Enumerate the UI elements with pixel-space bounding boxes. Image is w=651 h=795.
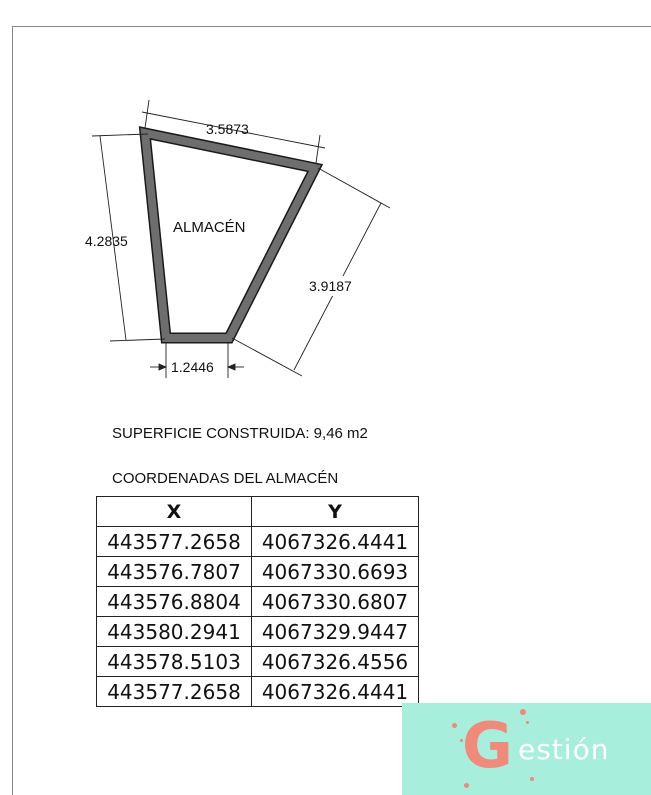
cell-y: 4067330.6807 xyxy=(252,587,419,617)
cell-x: 443580.2941 xyxy=(97,617,252,647)
table-header-row xyxy=(97,497,419,527)
table-row xyxy=(97,617,419,647)
cell-y: 4067330.6693 xyxy=(252,557,419,587)
table-row xyxy=(97,527,419,557)
coordinates-table xyxy=(96,496,419,707)
cell-x: 443576.7807 xyxy=(97,557,252,587)
cell-x: 443577.2658 xyxy=(97,527,252,557)
table-row xyxy=(97,587,419,617)
dimension-bottom-label: 1.2446 xyxy=(171,359,214,375)
logo-initial: G xyxy=(462,709,513,782)
cell-x: 443576.8804 xyxy=(97,587,252,617)
cell-y: 4067326.4556 xyxy=(252,647,419,677)
cell-x: 443577.2658 xyxy=(97,677,252,707)
table-row xyxy=(97,677,419,707)
dimension-right xyxy=(232,168,390,376)
dimension-top-label: 3.5873 xyxy=(206,121,249,137)
cell-x: 443578.5103 xyxy=(97,647,252,677)
table-row xyxy=(97,647,419,677)
column-header-x: X xyxy=(97,497,252,527)
coordinates-title: COORDENADAS DEL ALMACÉN xyxy=(112,470,339,487)
gestion-logo xyxy=(402,703,651,795)
dimension-left-label: 4.2835 xyxy=(85,233,128,249)
cell-y: 4067326.4441 xyxy=(252,677,419,707)
dimension-right-label: 3.9187 xyxy=(309,278,352,294)
cell-y: 4067326.4441 xyxy=(252,527,419,557)
room-label: ALMACÉN xyxy=(173,219,246,236)
built-surface-text: SUPERFICIE CONSTRUIDA: 9,46 m2 xyxy=(112,425,368,442)
column-header-y: Y xyxy=(252,497,419,527)
table-row xyxy=(97,557,419,587)
logo-text: estión xyxy=(518,733,610,766)
cell-y: 4067329.9447 xyxy=(252,617,419,647)
